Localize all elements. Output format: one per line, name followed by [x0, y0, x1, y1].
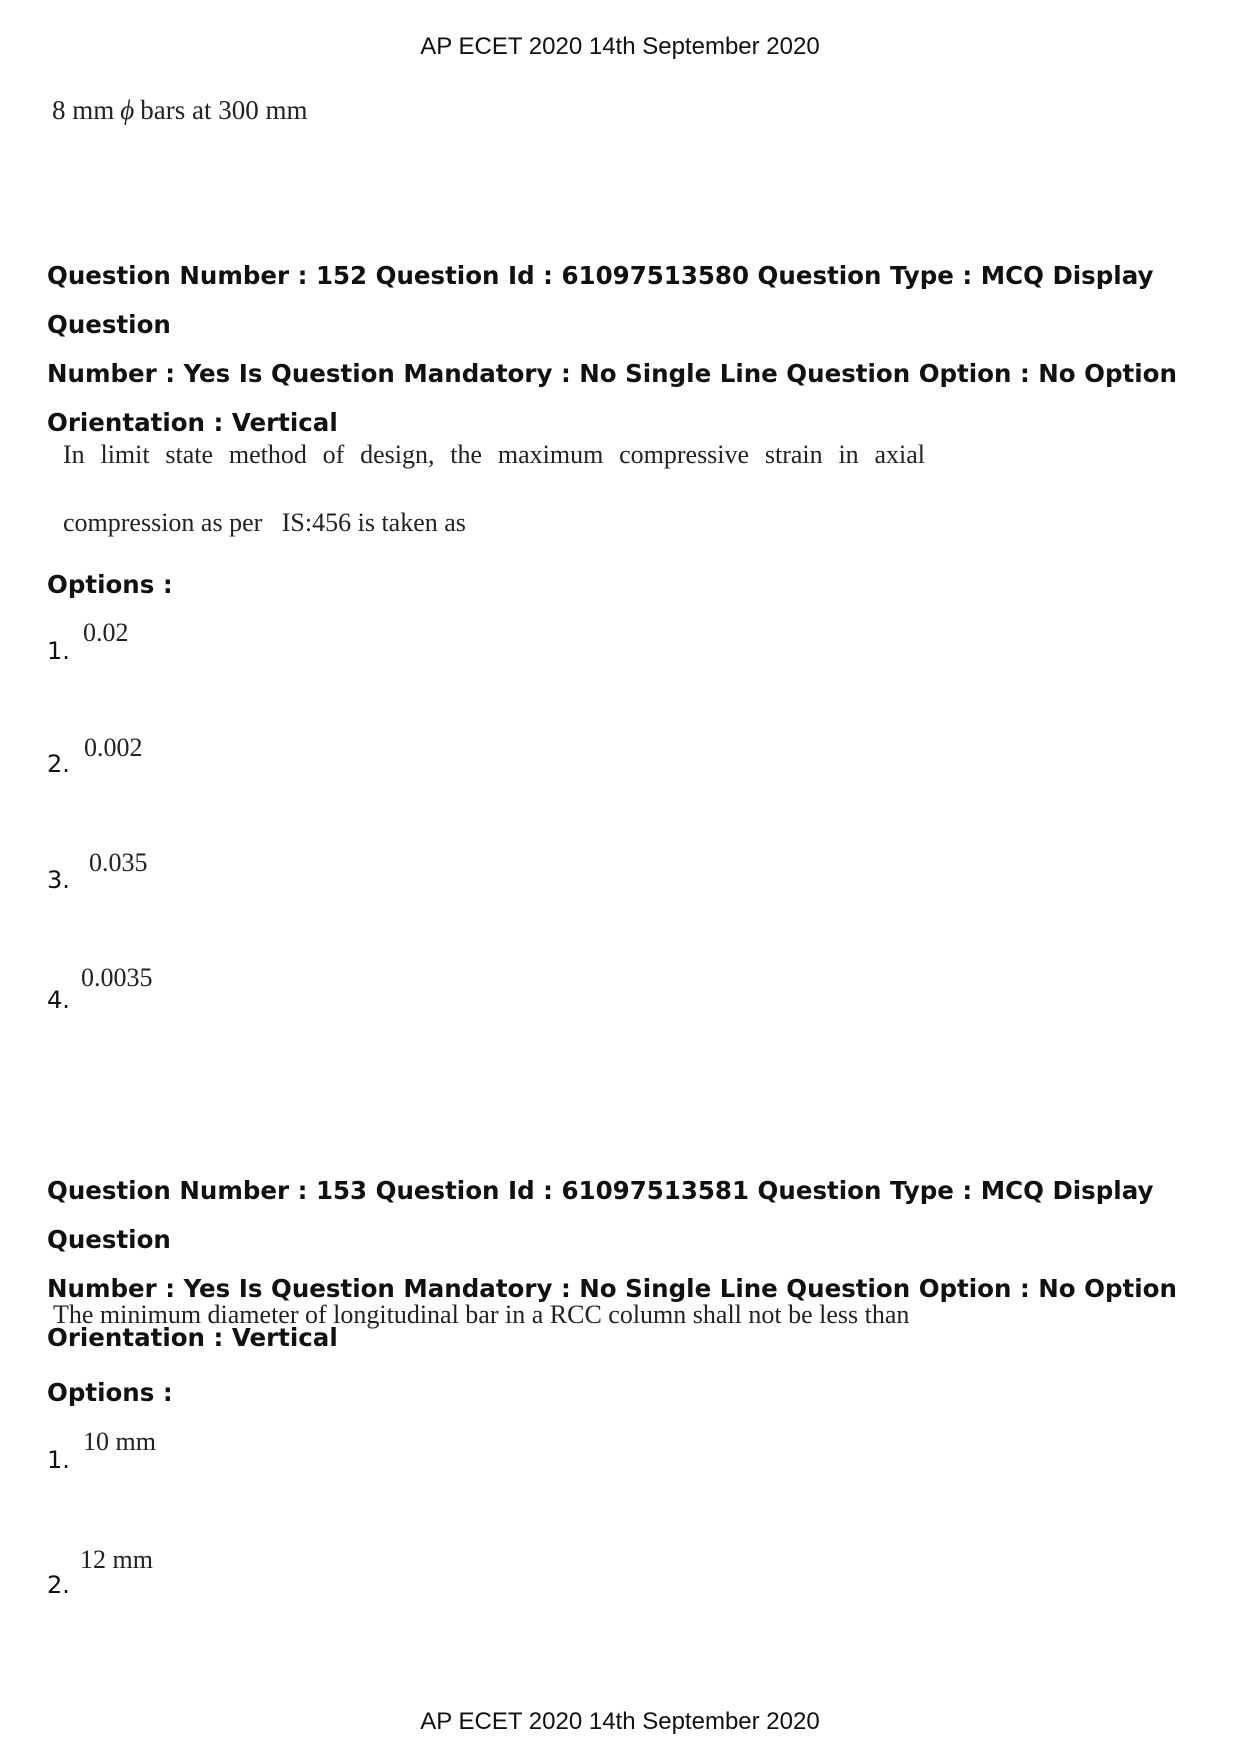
option-number: 4. — [47, 986, 70, 1014]
option-number: 1. — [47, 637, 70, 665]
question-meta-line: Number : Yes Is Question Mandatory : No Single Line Question Option : No Option — [47, 1274, 1177, 1303]
option-number: 2. — [47, 1571, 70, 1599]
question-meta-line: Orientation : Vertical — [47, 408, 338, 437]
question-meta-line: Question Number : 153 Question Id : 61097513581 Question Type : MCQ Display Question — [47, 1176, 1154, 1254]
phi-symbol: ϕ — [120, 95, 135, 125]
option-value: 12 mm — [80, 1545, 153, 1574]
question-153-text: The minimum diameter of longitudinal bar in a RCC column shall not be less than — [53, 1300, 910, 1329]
option-number: 3. — [47, 866, 70, 894]
question-meta-line: Orientation : Vertical — [47, 1323, 338, 1352]
question-152-text-line2: compression as per IS:456 is taken as — [63, 508, 466, 537]
question-152-meta — [47, 251, 1217, 447]
options-label: Options : — [47, 1378, 173, 1407]
question-153-meta — [47, 1166, 1217, 1362]
option-number: 1. — [47, 1446, 70, 1474]
options-label: Options : — [47, 570, 173, 599]
question-meta-line: Number : Yes Is Question Mandatory : No Single Line Question Option : No Option — [47, 359, 1177, 388]
option-value: 0.02 — [83, 618, 129, 647]
option-value: 0.035 — [89, 848, 148, 877]
option-value: 10 mm — [83, 1427, 156, 1456]
option-number: 2. — [47, 750, 70, 778]
fragment-post: bars at 300 mm — [140, 95, 308, 125]
question-meta-line: Question Number : 152 Question Id : 61097513580 Question Type : MCQ Display Question — [47, 261, 1154, 339]
page-footer: AP ECET 2020 14th September 2020 — [420, 1708, 820, 1735]
question-152-text-line1: In limit state method of design, the maximum compressive strain in axial — [63, 440, 925, 469]
page-header: AP ECET 2020 14th September 2020 — [420, 33, 820, 60]
fragment-pre: 8 mm — [52, 95, 115, 125]
answer-fragment — [52, 95, 307, 126]
option-value: 0.002 — [84, 733, 143, 762]
option-value: 0.0035 — [81, 963, 153, 992]
